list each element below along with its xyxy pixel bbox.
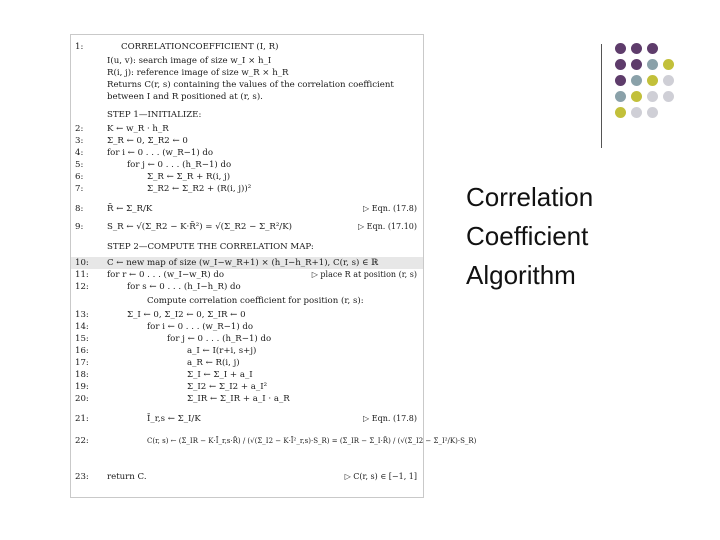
- algorithm-line: [71, 435, 477, 447]
- title-line: Coefficient: [466, 221, 589, 251]
- decorative-dot: [647, 59, 658, 70]
- algorithm-line: [71, 333, 423, 345]
- decorative-dot: [647, 75, 658, 86]
- line-code: Σ_I ← Σ_I + a_I: [187, 370, 253, 380]
- algorithm-line: [71, 241, 423, 253]
- line-code: R(i, j): reference image of size w_R × h_R: [107, 68, 289, 78]
- algorithm-line: [71, 309, 423, 321]
- line-number: 7:: [75, 184, 84, 194]
- line-number: 12:: [75, 282, 89, 292]
- line-number: 21:: [75, 414, 89, 424]
- decorative-dot: [615, 107, 626, 118]
- line-number: 16:: [75, 346, 89, 356]
- line-number: 10:: [75, 258, 89, 268]
- line-comment: ▷ Eqn. (17.8): [363, 204, 417, 213]
- algorithm-line: [71, 471, 423, 483]
- algorithm-line: [71, 357, 423, 369]
- line-code: a_I ← I(r+i, s+j): [187, 346, 257, 356]
- decorative-dot: [631, 59, 642, 70]
- line-code: Σ_I2 ← Σ_I2 + a_I²: [187, 382, 268, 392]
- algorithm-line: [71, 55, 423, 67]
- decorative-dot: [647, 91, 658, 102]
- line-code: Σ_R ← 0, Σ_R2 ← 0: [107, 136, 188, 146]
- line-code: for i ← 0 . . . (w_R−1) do: [107, 148, 214, 158]
- line-comment: ▷ place R at position (r, s): [311, 270, 417, 279]
- algorithm-line: [71, 257, 423, 269]
- algorithm-line: [71, 345, 423, 357]
- line-code: C ← new map of size (w_I−w_R+1) × (h_I−h_R+1), C(r, s) ∈ ℝ: [107, 258, 379, 268]
- line-code: for i ← 0 . . . (w_R−1) do: [147, 322, 254, 332]
- line-number: 18:: [75, 370, 89, 380]
- decorative-dot: [631, 107, 642, 118]
- decorative-dot: [663, 75, 674, 86]
- line-number: 15:: [75, 334, 89, 344]
- line-number: 3:: [75, 136, 84, 146]
- line-code: I(u, v): search image of size w_I × h_I: [107, 56, 272, 66]
- line-code: C(r, s) ← (Σ_IR − K·Ī_r,s·R̄) / (√(Σ_I2 − K·Ī²_r,s)·S_R) = (Σ_IR − Σ_I·R̄) / (√(Σ_I2 − Σ_I²/K)·S_R): [147, 437, 477, 445]
- slide-title: [466, 178, 593, 295]
- decorative-dot: [663, 91, 674, 102]
- line-code: for s ← 0 . . . (h_I−h_R) do: [127, 282, 241, 292]
- algorithm-line: [71, 123, 423, 135]
- decorative-dot: [615, 75, 626, 86]
- title-line: Correlation: [466, 182, 594, 212]
- line-number: 14:: [75, 322, 89, 332]
- divider-line: [601, 44, 602, 148]
- algorithm-line: [71, 41, 423, 53]
- decorative-dot: [615, 91, 626, 102]
- algorithm-line: [71, 321, 423, 333]
- algorithm-line: [71, 159, 423, 171]
- line-code: CORRELATIONCOEFFICIENT (I, R): [121, 42, 279, 52]
- algorithm-line: [71, 91, 423, 103]
- line-code: for j ← 0 . . . (h_R−1) do: [127, 160, 232, 170]
- line-code: K ← w_R · h_R: [107, 124, 169, 134]
- line-code: Ī_r,s ← Σ_I/K: [147, 414, 201, 424]
- algorithm-line: [71, 109, 423, 121]
- decorative-dot: [647, 107, 658, 118]
- line-code: Compute correlation coefficient for position (r, s):: [147, 296, 364, 306]
- line-number: 5:: [75, 160, 84, 170]
- title-line: Algorithm: [466, 260, 576, 290]
- decorative-dot: [647, 43, 658, 54]
- algorithm-line: [71, 281, 423, 293]
- line-comment: ▷ Eqn. (17.10): [357, 222, 417, 231]
- line-code: Σ_IR ← Σ_IR + a_I · a_R: [187, 394, 290, 404]
- algorithm-line: [71, 183, 423, 195]
- line-number: 9:: [75, 222, 84, 232]
- decorative-dot: [615, 43, 626, 54]
- algorithm-line: [71, 135, 423, 147]
- line-number: 20:: [75, 394, 89, 404]
- algorithm-line: [71, 147, 423, 159]
- decorative-dot: [631, 43, 642, 54]
- line-number: 1:: [75, 42, 84, 52]
- decorative-dot: [615, 59, 626, 70]
- decorative-dot: [663, 59, 674, 70]
- line-code: for r ← 0 . . . (w_I−w_R) do: [107, 270, 225, 280]
- algorithm-line: [71, 381, 423, 393]
- line-number: 13:: [75, 310, 89, 320]
- algorithm-line: [71, 79, 423, 91]
- line-comment: ▷ C(r, s) ∈ [−1, 1]: [344, 472, 417, 481]
- algorithm-figure: [70, 34, 477, 498]
- line-number: 4:: [75, 148, 84, 158]
- line-code: Σ_R2 ← Σ_R2 + (R(i, j))²: [147, 184, 252, 194]
- algorithm-line: [71, 171, 423, 183]
- line-code: Returns C(r, s) containing the values of the correlation coefficient: [107, 80, 394, 90]
- algorithm-line: [71, 393, 423, 405]
- line-code: R̄ ← Σ_R/K: [107, 204, 153, 214]
- line-number: 8:: [75, 204, 84, 214]
- line-number: 6:: [75, 172, 84, 182]
- line-number: 22:: [75, 436, 89, 446]
- decorative-dot: [631, 75, 642, 86]
- algorithm-line: [71, 203, 423, 215]
- line-code: return C.: [107, 472, 147, 482]
- algorithm-line: [71, 413, 423, 425]
- line-number: 17:: [75, 358, 89, 368]
- algorithm-line: [71, 221, 423, 233]
- line-number: 23:: [75, 472, 89, 482]
- line-number: 11:: [75, 270, 89, 280]
- line-comment: ▷ Eqn. (17.8): [363, 414, 417, 423]
- line-number: 2:: [75, 124, 84, 134]
- algorithm-line: [71, 295, 423, 307]
- algorithm-line: [71, 67, 423, 79]
- algorithm-line: [71, 369, 423, 381]
- line-code: a_R ← R(i, j): [187, 358, 240, 368]
- line-code: STEP 2—COMPUTE THE CORRELATION MAP:: [107, 242, 314, 252]
- line-code: between I and R positioned at (r, s).: [107, 92, 263, 102]
- decorative-dot: [631, 91, 642, 102]
- line-code: STEP 1—INITIALIZE:: [107, 110, 202, 120]
- line-code: Σ_I ← 0, Σ_I2 ← 0, Σ_IR ← 0: [127, 310, 246, 320]
- algorithm-line: [71, 269, 423, 281]
- line-code: S_R ← √(Σ_R2 − K·R̄²) = √(Σ_R2 − Σ_R²/K): [107, 222, 292, 232]
- line-code: for j ← 0 . . . (h_R−1) do: [167, 334, 272, 344]
- line-number: 19:: [75, 382, 89, 392]
- line-code: Σ_R ← Σ_R + R(i, j): [147, 172, 231, 182]
